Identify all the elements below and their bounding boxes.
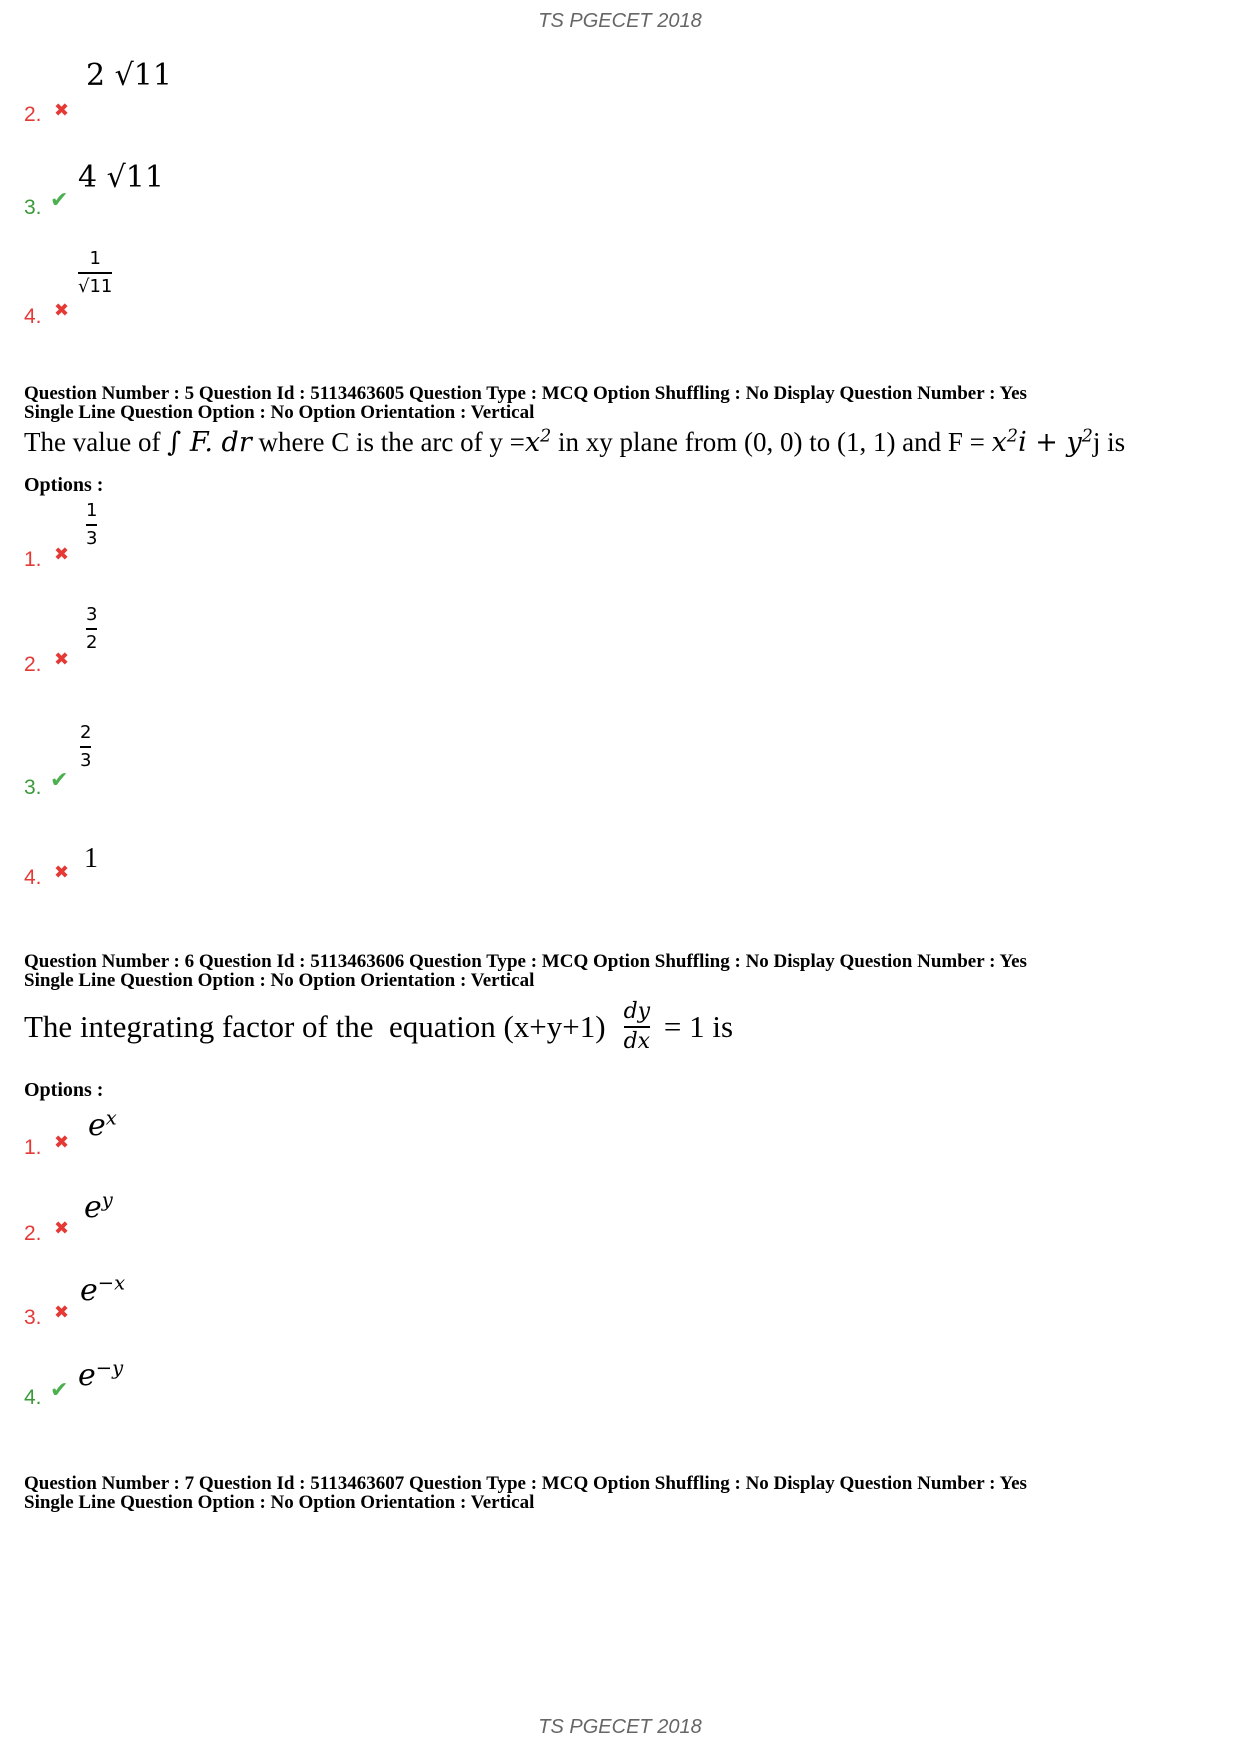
fraction-denominator: √11 — [78, 275, 113, 297]
fraction-numerator: dy — [623, 999, 651, 1024]
correct-check-icon: ✔ — [50, 1378, 69, 1403]
option-fraction — [78, 248, 112, 298]
wrong-mark-icon: ✖ — [54, 1302, 70, 1323]
option-number: 4. — [24, 866, 42, 889]
wrong-mark-icon: ✖ — [54, 100, 70, 121]
fraction-denominator: 2 — [86, 631, 98, 653]
fraction-bar — [80, 746, 91, 748]
page-header: TS PGECET 2018 — [538, 10, 702, 32]
fraction-denominator: 3 — [80, 749, 92, 771]
option-number: 2. — [24, 1222, 42, 1245]
wrong-mark-icon: ✖ — [54, 1218, 70, 1239]
wrong-mark-icon: ✖ — [54, 300, 70, 321]
option-value: 4 √11 — [78, 160, 164, 195]
option-number: 3. — [24, 196, 42, 219]
question-text-part: j is — [1092, 427, 1126, 457]
correct-check-icon: ✔ — [50, 188, 69, 213]
fraction-numerator: 1 — [89, 248, 101, 269]
option-number: 4. — [24, 1386, 42, 1409]
fraction-bar — [624, 1026, 651, 1028]
question-text-part: in xy plane from (0, 0) to (1, 1) and F = — [551, 427, 992, 457]
option-number: 3. — [24, 1306, 42, 1329]
option-number: 3. — [24, 776, 42, 799]
fraction-bar — [78, 272, 112, 274]
expression-exponent: x — [105, 1106, 117, 1130]
question-text — [24, 1000, 733, 1054]
option-number: 2. — [24, 653, 42, 676]
question-meta-line1: Question Number : 6 Question Id : 5113463606 Question Type : MCQ Option Shuffling : No Display Question Number : Yes — [24, 951, 1027, 972]
expression-exponent: −x — [97, 1271, 126, 1295]
fraction-bar — [86, 628, 97, 630]
question-text-part: where C is the arc of y = — [251, 427, 525, 457]
fraction-bar — [86, 524, 97, 526]
option-expression — [78, 1358, 123, 1393]
option-fraction — [80, 722, 91, 772]
option-value: 1 — [84, 843, 98, 874]
expression-base: e — [80, 1273, 98, 1308]
question-meta-line1: Question Number : 5 Question Id : 5113463605 Question Type : MCQ Option Shuffling : No Display Question Number : Yes — [24, 383, 1027, 404]
expression-base: e — [88, 1108, 106, 1143]
question-meta-line2: Single Line Question Option : No Option Orientation : Vertical — [24, 1492, 535, 1513]
question-text — [24, 427, 1125, 458]
correct-check-icon: ✔ — [50, 768, 69, 793]
option-number: 1. — [24, 548, 42, 571]
option-expression — [88, 1108, 117, 1143]
expression-base: e — [84, 1190, 102, 1225]
wrong-mark-icon: ✖ — [54, 862, 70, 883]
wrong-mark-icon: ✖ — [54, 544, 70, 565]
question-text-part: The value of — [24, 427, 168, 457]
question-meta-line2: Single Line Question Option : No Option Orientation : Vertical — [24, 970, 535, 991]
option-number: 2. — [24, 103, 42, 126]
expression-exponent: −y — [95, 1356, 124, 1380]
fraction-numerator: 2 — [80, 722, 92, 743]
option-value: 2 √11 — [86, 58, 172, 93]
option-fraction — [86, 604, 97, 654]
wrong-mark-icon: ✖ — [54, 649, 70, 670]
derivative-fraction — [624, 1000, 651, 1054]
option-expression — [80, 1273, 125, 1308]
x-squared: $x^2$ — [524, 426, 552, 458]
integral-expression: ∫ F. dr — [167, 427, 252, 458]
vector-field-expression: $x^2i + y^2$ — [991, 426, 1093, 458]
fraction-denominator: dx — [623, 1028, 651, 1054]
option-expression — [84, 1190, 113, 1225]
expression-base: e — [78, 1358, 96, 1393]
option-number: 4. — [24, 305, 42, 328]
fraction-numerator: 3 — [86, 604, 98, 625]
question-meta-line1: Question Number : 7 Question Id : 5113463607 Question Type : MCQ Option Shuffling : No Display Question Number : Yes — [24, 1473, 1027, 1494]
expression-exponent: y — [101, 1188, 113, 1212]
option-number: 1. — [24, 1136, 42, 1159]
question-meta-line2: Single Line Question Option : No Option Orientation : Vertical — [24, 402, 535, 423]
options-label: Options : — [24, 474, 104, 496]
page-footer: TS PGECET 2018 — [538, 1716, 702, 1738]
options-label: Options : — [24, 1079, 104, 1101]
question-text-part: The integrating factor of the equation (x+y+1) — [24, 1008, 606, 1044]
option-fraction — [86, 500, 97, 550]
wrong-mark-icon: ✖ — [54, 1132, 70, 1153]
fraction-numerator: 1 — [86, 500, 98, 521]
question-text-part: = 1 is — [656, 1008, 734, 1044]
fraction-denominator: 3 — [86, 527, 98, 549]
